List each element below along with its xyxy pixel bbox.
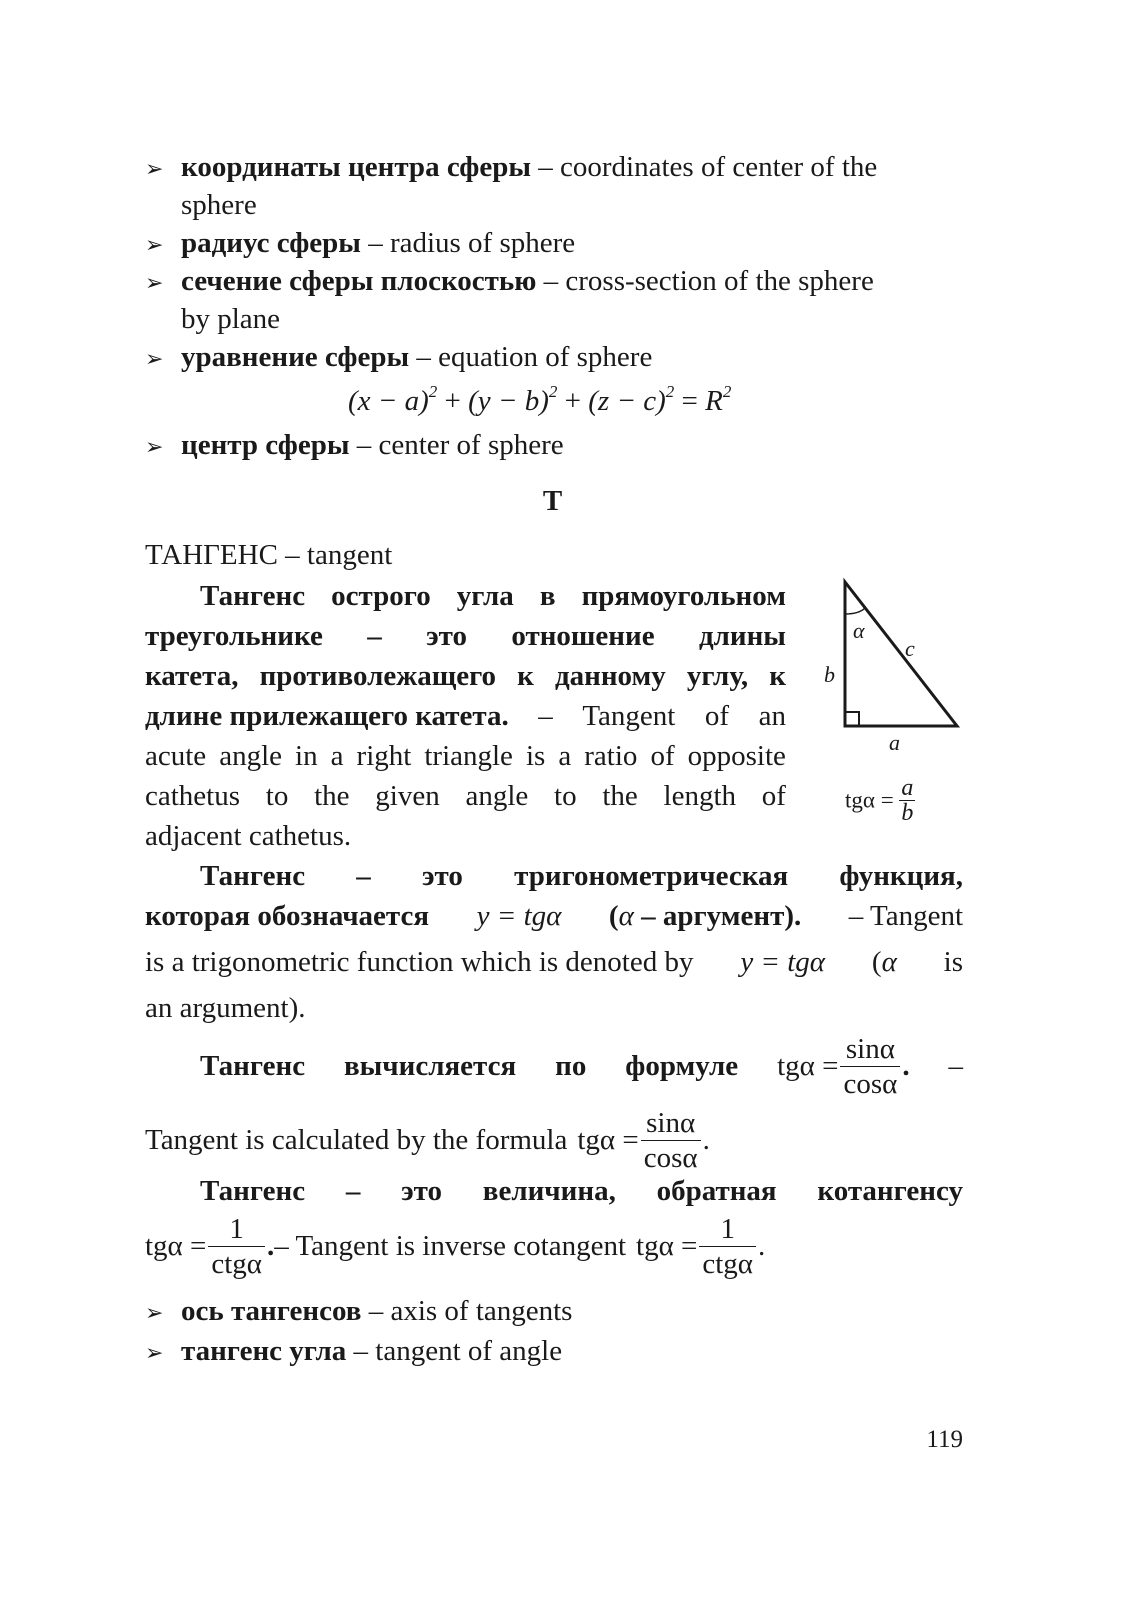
translation: cross-section of the sphere bbox=[565, 265, 874, 297]
list-item: ➢ координаты центра сферы – coordinates of center of the bbox=[145, 148, 877, 189]
arrow-bullet-icon: ➢ bbox=[145, 271, 164, 296]
heading-term: ТАНГЕНС bbox=[145, 539, 278, 571]
term: радиус сферы bbox=[181, 227, 361, 259]
entry-heading bbox=[145, 536, 392, 574]
para2-line2: которая обозначается y = tgα (α – аргумент). – Tangent bbox=[145, 900, 963, 932]
side-a-label: a bbox=[889, 730, 900, 755]
side-b-label: b bbox=[824, 662, 835, 687]
fraction: $\frac{\sin\alpha}{\cos\alpha}$ bbox=[641, 1106, 701, 1175]
side-c-label: c bbox=[905, 636, 915, 661]
ratio-fraction: $\frac{a}{b}$ bbox=[901, 775, 914, 826]
fraction: $\frac{1}{\text{ctgα}}$ bbox=[699, 1212, 756, 1281]
arrow-bullet-icon: ➢ bbox=[145, 1341, 164, 1366]
right-angle-mark bbox=[845, 712, 859, 726]
list-item-continuation: sphere bbox=[181, 189, 257, 221]
triangle-shape bbox=[845, 582, 957, 726]
term: координаты центра сферы bbox=[181, 151, 532, 183]
translation: coordinates of center of the bbox=[560, 151, 878, 183]
section-letter: Т bbox=[542, 485, 563, 517]
list-item-continuation: by plane bbox=[181, 303, 281, 335]
alpha-label: α bbox=[853, 618, 865, 643]
tangent-ratio-formula: tgα = $\frac{a}{b}$ bbox=[845, 775, 914, 826]
para1-line5: acute angle in a right triangle is a ratio of opposite bbox=[145, 740, 786, 772]
para2-line4: an argument). bbox=[145, 992, 306, 1024]
term: центр сферы bbox=[181, 429, 350, 461]
para3-line1: Тангенс вычисляется по формуле tgα = $\frac{\sin\alpha}{\cos\alpha}$ . – bbox=[200, 1033, 963, 1100]
list-item: ➢ центр сферы – center of sphere bbox=[145, 426, 564, 467]
term: уравнение сферы bbox=[181, 341, 410, 373]
list-item: ➢ радиус сферы – radius of sphere bbox=[145, 224, 575, 265]
fraction: $\frac{1}{\text{ctgα}}$ bbox=[208, 1212, 265, 1281]
para1-line3: катета, противолежащего к данному углу, к bbox=[145, 660, 786, 692]
angle-arc bbox=[845, 608, 865, 614]
arrow-bullet-icon: ➢ bbox=[145, 1301, 164, 1326]
para1-line1: Тангенс острого угла в прямоугольном bbox=[200, 580, 786, 612]
arrow-bullet-icon: ➢ bbox=[145, 435, 164, 460]
sin-cos-formula: tgα = $\frac{\sin\alpha}{\cos\alpha}$ . bbox=[777, 1033, 910, 1100]
para2-line3: is a trigonometric function which is denoted by y = tgα (α is bbox=[145, 946, 963, 978]
translation: axis of tangents bbox=[390, 1295, 573, 1327]
translation: radius of sphere bbox=[389, 227, 576, 259]
para1-line6: cathetus to the given angle to the length of bbox=[145, 780, 786, 812]
heading-translation: – tangent bbox=[277, 539, 393, 571]
translation: center of sphere bbox=[378, 429, 564, 461]
term: ось тангенсов bbox=[181, 1295, 362, 1327]
right-triangle-figure bbox=[815, 570, 975, 770]
term: тангенс угла bbox=[181, 1335, 347, 1367]
para4-line2: tgα = $\frac{1}{\text{ctgα}}$ . – Tangent is inverse cotangent tgα = $\frac{1}{\text{ctgα}}$ . bbox=[145, 1213, 766, 1280]
para1-line7: adjacent cathetus. bbox=[145, 820, 352, 852]
para1-line2: треугольнике – это отношение длины bbox=[145, 620, 786, 652]
para2-line1: Тангенс – это тригонометрическая функция, bbox=[200, 860, 963, 892]
list-item: ➢ уравнение сферы – equation of sphere bbox=[145, 338, 652, 379]
page-number: 119 bbox=[926, 1426, 963, 1453]
para4-line1: Тангенс – это величина, обратная котангенсу bbox=[200, 1175, 963, 1207]
arrow-bullet-icon: ➢ bbox=[145, 157, 164, 182]
list-item: ➢ сечение сферы плоскостью – cross-section of the sphere bbox=[145, 262, 874, 303]
list-item: ➢ ось тангенсов – axis of tangents bbox=[145, 1292, 572, 1333]
arrow-bullet-icon: ➢ bbox=[145, 347, 164, 372]
para3-line2: Tangent is calculated by the formula tgα = $\frac{\sin\alpha}{\cos\alpha}$ . bbox=[145, 1107, 710, 1174]
fraction: $\frac{\sin\alpha}{\cos\alpha}$ bbox=[840, 1032, 900, 1101]
list-item: ➢ тангенс угла – tangent of angle bbox=[145, 1332, 562, 1373]
sphere-equation: $(x - a)^2 + (y - b)^2 + (z - c)^2 = R^2$ bbox=[348, 382, 732, 417]
arrow-bullet-icon: ➢ bbox=[145, 233, 164, 258]
para1-line4: длине прилежащего катета. – Tangent of an bbox=[145, 700, 786, 732]
translation: tangent of angle bbox=[375, 1335, 563, 1367]
term: сечение сферы плоскостью bbox=[181, 265, 537, 297]
translation: equation of sphere bbox=[438, 341, 653, 373]
